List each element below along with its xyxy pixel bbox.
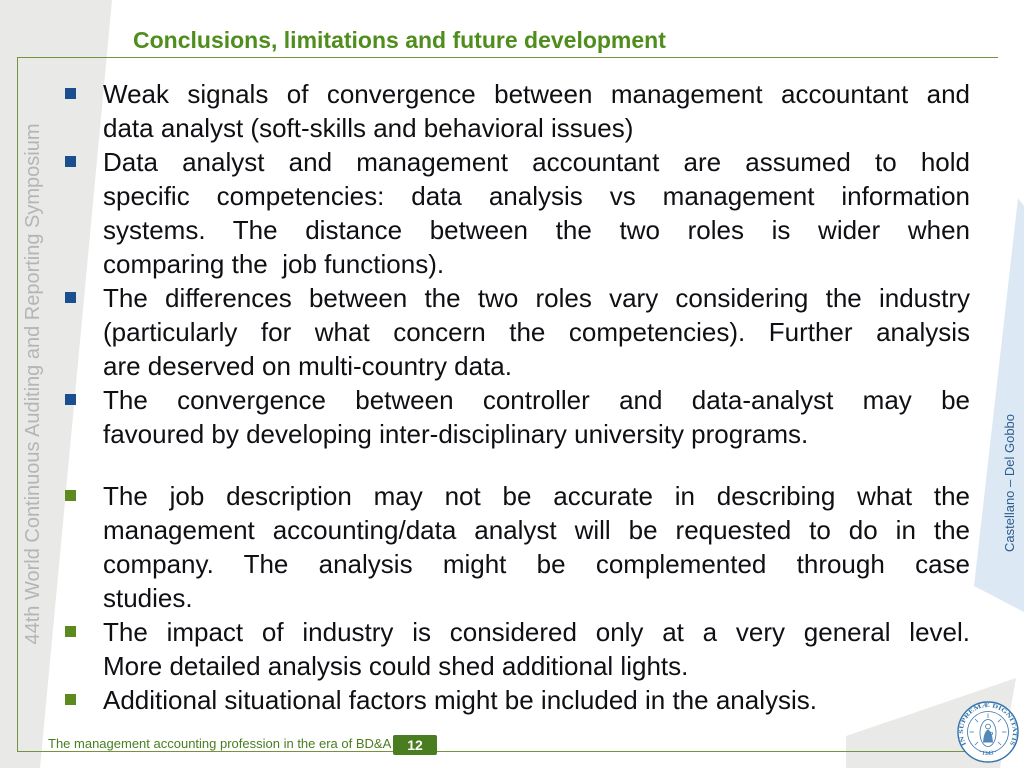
bullet-line: The job description may not be accurate in describing what the — [103, 481, 970, 511]
bullet-item — [65, 145, 970, 281]
seal-year: · 1343 · — [977, 749, 998, 758]
bullet-square-icon — [65, 292, 76, 303]
bullet-square-icon — [65, 156, 76, 167]
bullet-square-icon — [65, 490, 76, 501]
bullet-line: Additional situational factors might be included in the analysis. — [103, 685, 817, 715]
seal-motto: IN SUPREMÆ DIGNITATIS — [958, 703, 1018, 747]
bullet-item — [65, 615, 970, 683]
bullet-line: The impact of industry is considered only at a very general level. — [103, 617, 970, 647]
bullet-item — [65, 77, 970, 145]
bullet-line: data analyst (soft-skills and behavioral issues) — [103, 113, 634, 143]
bullet-line: comparing the job functions). — [103, 249, 445, 279]
bullet-line: specific competencies: data analysis vs management information — [103, 181, 970, 211]
bullet-item — [65, 281, 970, 383]
footer-title: The management accounting profession in the era of BD&A — [48, 736, 392, 751]
bullet-text — [103, 479, 970, 615]
bullet-list — [65, 77, 970, 717]
bullet-line: (particularly for what concern the competencies). Further analysis — [103, 317, 970, 347]
bullet-text — [103, 145, 970, 281]
university-of-pisa-seal-icon — [956, 700, 1020, 764]
left-sidebar-vertical-text — [0, 0, 66, 768]
bullet-line: systems. The distance between the two roles is wider when — [103, 215, 970, 245]
bullet-text — [103, 383, 970, 451]
bullet-line: The differences between the two roles vary considering the industry — [103, 283, 970, 313]
bullet-square-icon — [65, 394, 76, 405]
bullet-item — [65, 383, 970, 451]
bullet-line: are deserved on multi-country data. — [103, 351, 512, 381]
authors-label: Castellano – Del Gobbo — [1002, 413, 1017, 553]
bullet-text — [103, 683, 970, 717]
bullet-item — [65, 479, 970, 615]
bullet-text — [103, 77, 970, 145]
bullet-square-icon — [65, 88, 76, 99]
page-number-badge: 12 — [393, 735, 437, 755]
right-sidebar-vertical-text — [997, 0, 1023, 768]
bullet-square-icon — [65, 626, 76, 637]
bullet-line: favoured by developing inter-disciplinary university programs. — [103, 419, 809, 449]
bullet-item — [65, 683, 970, 717]
bullet-text — [103, 615, 970, 683]
bullet-line: More detailed analysis could shed additional lights. — [103, 651, 689, 681]
bullet-square-icon — [65, 694, 76, 705]
bullet-text — [103, 281, 970, 383]
bullet-line: Data analyst and management accountant are assumed to hold — [103, 147, 970, 177]
slide-title: Conclusions, limitations and future development — [133, 27, 666, 53]
bullet-line: company. The analysis might be complemented through case — [103, 549, 970, 579]
bullet-line: The convergence between controller and data-analyst may be — [103, 385, 970, 415]
bullet-line: management accounting/data analyst will be requested to do in the — [103, 515, 970, 545]
bullet-line: studies. — [103, 583, 193, 613]
symposium-label: 44th World Continuous Auditing and Reporting Symposium — [22, 123, 44, 645]
bullet-line: Weak signals of convergence between management accountant and — [103, 79, 970, 109]
